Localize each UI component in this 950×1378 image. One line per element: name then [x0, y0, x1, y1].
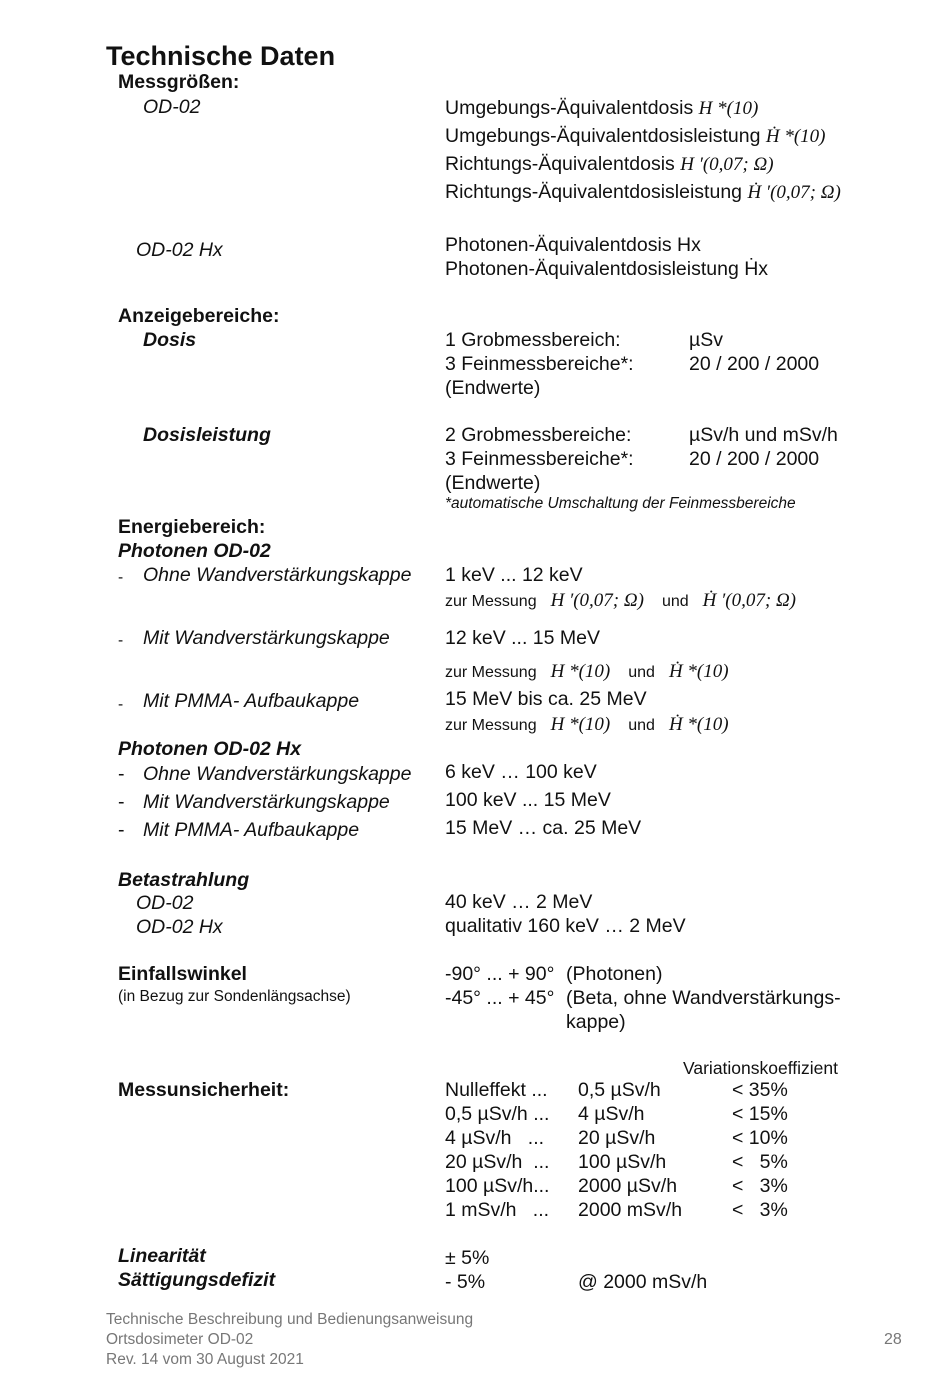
unsicherheit-to: 2000 mSv/h	[578, 1199, 683, 1221]
einfall-note: (Beta, ohne Wandverstärkungs-	[566, 987, 841, 1009]
energie-hx-value: 6 keV … 100 keV	[445, 761, 597, 783]
einfall-note: (Photonen)	[566, 963, 663, 985]
formula: Ḣ ′(0,07; Ω)	[702, 590, 797, 611]
unsicherheit-cv: < 10%	[732, 1127, 788, 1149]
messgroesse-item: Richtungs-Äquivalentdosisleistung Ḣ ′(0,07; Ω)	[445, 181, 841, 203]
unsicherheit-cv: < 35%	[732, 1079, 788, 1101]
beta-row-value: qualitativ 160 keV … 2 MeV	[445, 915, 686, 937]
energie-hx-label: Mit PMMA- Aufbaukappe	[143, 819, 360, 841]
einfall-range: -90° ... + 90°	[445, 963, 555, 985]
saettigung-note: @ 2000 mSv/h	[578, 1271, 708, 1293]
formula: Ḣ *(10)	[668, 714, 729, 735]
photonen-hx-heading: Photonen OD-02 Hx	[118, 738, 302, 760]
unsicherheit-to: 100 µSv/h	[578, 1151, 667, 1173]
dosis-row-left: (Endwerte)	[445, 377, 541, 399]
energie-row-label: Ohne Wandverstärkungskappe	[143, 564, 412, 586]
linearitaet-label: Linearität	[118, 1245, 206, 1267]
footer-device: Ortsdosimeter OD-02	[106, 1331, 254, 1348]
einfall-heading: Einfallswinkel	[118, 963, 247, 985]
beta-row-label: OD-02 Hx	[136, 916, 223, 938]
anzeige-footnote: *automatische Umschaltung der Feinmessbereiche	[445, 495, 796, 512]
formula-hx: Hx	[677, 234, 701, 256]
unsicherheit-from: 0,5 µSv/h ...	[445, 1103, 550, 1125]
section-heading-messgroessen: Messgrößen:	[118, 71, 240, 93]
section-heading-anzeige: Anzeigebereiche:	[118, 305, 280, 327]
energie-hx-value: 100 keV ... 15 MeV	[445, 789, 611, 811]
beta-heading: Betastrahlung	[118, 869, 250, 891]
energie-row-value: 1 keV ... 12 keV	[445, 564, 583, 586]
beta-row-value: 40 keV … 2 MeV	[445, 891, 593, 913]
unsicherheit-from: 20 µSv/h ...	[445, 1151, 550, 1173]
unsicherheit-cv: < 3%	[732, 1175, 788, 1197]
list-dash: -	[118, 696, 124, 713]
page-number: 28	[884, 1331, 902, 1348]
messgroesse-item: Photonen-Äquivalentdosisleistung Ḣx	[445, 258, 769, 280]
unsicherheit-to: 0,5 µSv/h	[578, 1079, 661, 1101]
unsicherheit-from: 1 mSv/h ...	[445, 1199, 550, 1221]
unsicherheit-heading: Messunsicherheit:	[118, 1079, 290, 1101]
od02hx-label: OD-02 Hx	[136, 239, 223, 261]
unsicherheit-to: 2000 µSv/h	[578, 1175, 678, 1197]
formula-hdot10: Ḣ *(10)	[765, 126, 826, 147]
formula: Ḣ *(10)	[668, 661, 729, 682]
list-dash: -	[118, 819, 125, 841]
unsicherheit-to: 20 µSv/h	[578, 1127, 656, 1149]
list-dash: -	[118, 632, 124, 649]
formula-h10: H *(10)	[698, 98, 759, 119]
dosis-row-left: 3 Feinmessbereiche*:	[445, 353, 634, 375]
footer-doc-title: Technische Beschreibung und Bedienungsanweisung	[106, 1311, 474, 1328]
list-dash: -	[118, 763, 125, 785]
dosis-row-left: 1 Grobmessbereich:	[445, 329, 621, 351]
formula: H *(10)	[550, 714, 611, 735]
beta-row-label: OD-02	[136, 892, 194, 914]
einfall-note: kappe)	[566, 1011, 626, 1033]
energie-row-label: Mit PMMA- Aufbaukappe	[143, 690, 360, 712]
list-dash: -	[118, 791, 125, 813]
footer-revision: Rev. 14 vom 30 August 2021	[106, 1351, 304, 1368]
energie-hx-label: Mit Wandverstärkungskappe	[143, 791, 390, 813]
linearitaet-value: ± 5%	[445, 1247, 490, 1269]
dosis-row-right: µSv	[689, 329, 723, 351]
formula-hxdot: Ḣx	[744, 258, 769, 280]
energie-row-label: Mit Wandverstärkungskappe	[143, 627, 390, 649]
messgroesse-item: Richtungs-Äquivalentdosis H ′(0,07; Ω)	[445, 153, 774, 175]
formula-hdot007: Ḣ ′(0,07; Ω)	[747, 182, 841, 203]
einfall-subtitle: (in Bezug zur Sondenlängsachse)	[118, 988, 351, 1005]
list-dash: -	[118, 569, 124, 586]
unsicherheit-to: 4 µSv/h	[578, 1103, 645, 1125]
dosis-label: Dosis	[143, 329, 197, 351]
messgroesse-item: Umgebungs-Äquivalentdosis H *(10)	[445, 97, 759, 119]
unsicherheit-from: 4 µSv/h ...	[445, 1127, 545, 1149]
saettigung-value: - 5%	[445, 1271, 486, 1293]
formula: H ′(0,07; Ω)	[550, 590, 644, 611]
dosisleistung-label: Dosisleistung	[143, 424, 271, 446]
unsicherheit-from: Nulleffekt ...	[445, 1079, 548, 1101]
unsicherheit-from: 100 µSv/h...	[445, 1175, 550, 1197]
zur-messung-line: zur Messung H *(10) und Ḣ *(10)	[445, 714, 729, 735]
leistung-row-left: (Endwerte)	[445, 472, 541, 494]
variationskoeffizient-header: Variationskoeffizient	[683, 1058, 838, 1078]
photonen-od02-heading: Photonen OD-02	[118, 540, 271, 562]
unsicherheit-cv: < 5%	[732, 1151, 788, 1173]
leistung-row-left: 2 Grobmessbereiche:	[445, 424, 632, 446]
unsicherheit-cv: < 3%	[732, 1199, 788, 1221]
saettigung-label: Sättigungsdefizit	[118, 1269, 276, 1291]
leistung-row-right: µSv/h und mSv/h	[689, 424, 838, 446]
leistung-row-right: 20 / 200 / 2000	[689, 448, 820, 470]
energie-hx-label: Ohne Wandverstärkungskappe	[143, 763, 412, 785]
formula-h007: H ′(0,07; Ω)	[680, 154, 774, 175]
zur-messung-line: zur Messung H *(10) und Ḣ *(10)	[445, 661, 729, 682]
messgroesse-item: Umgebungs-Äquivalentdosisleistung Ḣ *(10)	[445, 125, 826, 147]
einfall-range: -45° ... + 45°	[445, 987, 555, 1009]
dosis-row-right: 20 / 200 / 2000	[689, 353, 820, 375]
unsicherheit-cv: < 15%	[732, 1103, 788, 1125]
energie-row-value: 12 keV ... 15 MeV	[445, 627, 601, 649]
page-title: Technische Daten	[106, 41, 336, 71]
energie-row-value: 15 MeV bis ca. 25 MeV	[445, 688, 647, 710]
messgroesse-item: Photonen-Äquivalentdosis Hx	[445, 234, 701, 256]
formula: H *(10)	[550, 661, 611, 682]
zur-messung-line: zur Messung H ′(0,07; Ω) und Ḣ ′(0,07; Ω)	[445, 590, 797, 611]
od02-label: OD-02	[143, 96, 201, 118]
leistung-row-left: 3 Feinmessbereiche*:	[445, 448, 634, 470]
section-heading-energie: Energiebereich:	[118, 516, 266, 538]
energie-hx-value: 15 MeV … ca. 25 MeV	[445, 817, 642, 839]
